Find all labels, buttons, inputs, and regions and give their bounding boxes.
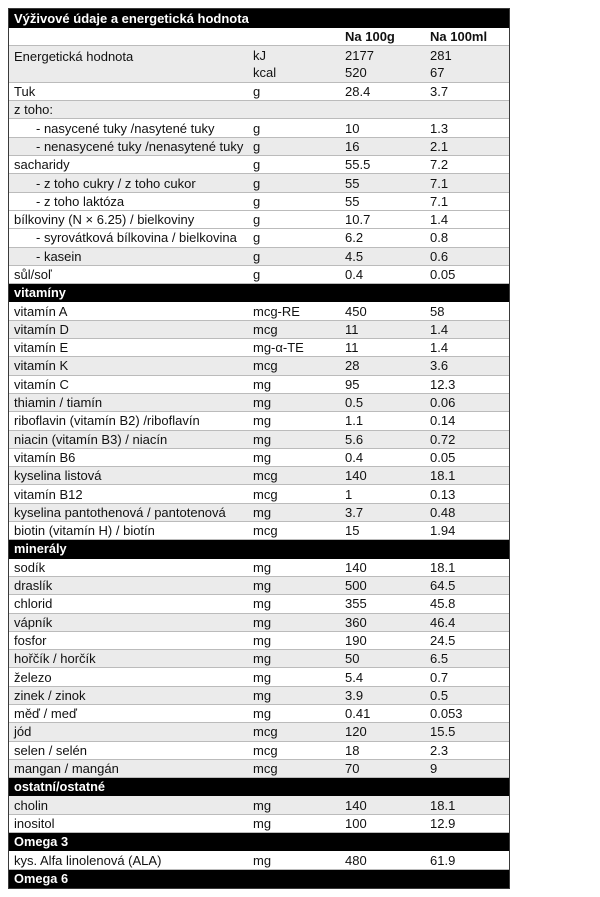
row-unit: mg-α-TE [253, 340, 304, 356]
section-header-label: minerály [14, 541, 67, 557]
table-row [9, 851, 509, 869]
row-value-100ml: 1.4 [430, 340, 449, 356]
row-unit: mg [253, 596, 272, 612]
row-value-100g: 3.7 [345, 504, 364, 520]
row-unit: kJ kcal [253, 48, 277, 81]
row-value-100ml: 45.8 [430, 596, 456, 612]
table-row [9, 687, 509, 705]
row-value-100g: 120 [345, 724, 367, 740]
section-header-bar [9, 540, 509, 558]
row-value-100g: 95 [345, 376, 360, 392]
section-header-bar [9, 778, 509, 796]
row-value-100ml: 0.48 [430, 504, 456, 520]
row-value-100g: 0.5 [345, 395, 364, 411]
row-unit: mcg [253, 523, 278, 539]
table-row [9, 156, 509, 174]
row-unit: g [253, 212, 261, 228]
row-value-100ml: 1.94 [430, 523, 456, 539]
table-row [9, 138, 509, 156]
row-value-100g: 100 [345, 815, 367, 831]
row-unit: mcg [253, 486, 278, 502]
table-row [9, 815, 509, 833]
row-value-100g: 50 [345, 651, 360, 667]
table-row [9, 119, 509, 137]
table-row [9, 723, 509, 741]
table-row [9, 302, 509, 320]
table-row [9, 632, 509, 650]
row-unit: mcg [253, 742, 278, 758]
section-header-label: ostatní/ostatné [14, 779, 106, 795]
row-value-100g: 5.4 [345, 669, 364, 685]
row-value-100g: 4.5 [345, 248, 364, 264]
row-unit: mg [253, 395, 272, 411]
row-label: vitamín E [14, 340, 69, 356]
row-label: vápník [14, 614, 53, 630]
row-value-100ml: 0.7 [430, 669, 449, 685]
row-value-100g: 28.4 [345, 84, 371, 100]
table-row [9, 174, 509, 192]
column-header-100g: Na 100g [345, 29, 395, 45]
row-unit: mcg [253, 724, 278, 740]
row-label: selen / selén [14, 742, 87, 758]
row-value-100g: 1.1 [345, 413, 364, 429]
row-label: niacin (vitamín B3) / niacín [14, 431, 168, 447]
row-value-100g: 55 [345, 193, 360, 209]
table-row [9, 467, 509, 485]
row-value-100ml: 3.6 [430, 358, 449, 374]
table-row [9, 193, 509, 211]
row-value-100ml: 0.06 [430, 395, 456, 411]
row-label: zinek / zinok [14, 687, 86, 703]
row-label: vitamín K [14, 358, 69, 374]
table-row [9, 229, 509, 247]
row-unit: g [253, 267, 261, 282]
row-label: - z toho cukry / z toho cukor [36, 175, 196, 191]
row-unit: g [253, 84, 261, 100]
row-value-100g: 2177 520 [345, 48, 374, 81]
column-header-100ml: Na 100ml [430, 29, 488, 45]
table-row [9, 449, 509, 467]
row-value-100g: 1 [345, 486, 353, 502]
row-value-100ml: 12.9 [430, 815, 456, 831]
table-row [9, 705, 509, 723]
row-value-100ml: 18.1 [430, 559, 456, 575]
table-row [9, 211, 509, 229]
section-header-bar [9, 284, 509, 302]
row-value-100g: 140 [345, 559, 367, 575]
row-value-100ml: 2.3 [430, 742, 449, 758]
row-label: Tuk [14, 84, 36, 100]
row-value-100ml: 18.1 [430, 797, 456, 813]
table-row [9, 248, 509, 266]
table-row [9, 559, 509, 577]
table-row [9, 760, 509, 778]
row-value-100ml: 64.5 [430, 578, 456, 594]
row-value-100g: 360 [345, 614, 367, 630]
row-unit: mg [253, 852, 272, 868]
row-unit: mcg [253, 358, 278, 374]
row-value-100ml: 1.4 [430, 212, 449, 228]
row-value-100ml: 15.5 [430, 724, 456, 740]
row-label: z toho: [14, 102, 54, 118]
table-row [9, 101, 509, 119]
row-unit [253, 101, 345, 118]
row-unit: mg [253, 815, 272, 831]
row-unit: mg [253, 687, 272, 703]
row-unit: mcg [253, 468, 278, 484]
row-label: mangan / mangán [14, 761, 119, 777]
table-row [9, 321, 509, 339]
row-label: vitamín B6 [14, 449, 76, 465]
row-value-100g: 5.6 [345, 431, 364, 447]
row-value-100ml: 1.3 [430, 120, 449, 136]
row-value-100ml: 7.1 [430, 175, 449, 191]
row-value-100ml: 0.05 [430, 449, 456, 465]
row-value-100g: 16 [345, 138, 360, 154]
row-unit: mg [253, 504, 272, 520]
row-unit: mg [253, 632, 272, 648]
row-label: fosfor [14, 632, 47, 648]
row-label: vitamín D [14, 321, 69, 337]
row-label: - z toho laktóza [36, 193, 125, 209]
table-row [9, 394, 509, 412]
row-unit: mcg [253, 321, 278, 337]
nutrition-table [8, 8, 510, 889]
row-label: thiamin / tiamín [14, 395, 103, 411]
row-label: - syrovátková bílkovina / bielkovina [36, 230, 237, 246]
row-unit: mg [253, 413, 272, 429]
row-label: vitamín B12 [14, 486, 83, 502]
row-unit: g [253, 138, 261, 154]
table-row [9, 357, 509, 375]
row-label: chlorid [14, 596, 53, 612]
row-unit: mcg-RE [253, 303, 300, 319]
section-header-bar [9, 870, 509, 888]
row-value-100g: 0.4 [345, 267, 364, 282]
row-label: vitamín A [14, 303, 68, 319]
row-unit: mg [253, 651, 272, 667]
row-label: Energetická hodnota [14, 48, 134, 64]
row-label: kyselina listová [14, 468, 102, 484]
row-unit: mg [253, 376, 272, 392]
row-unit: g [253, 193, 261, 209]
table-row [9, 339, 509, 357]
row-unit: mg [253, 614, 272, 630]
table-row [9, 46, 509, 83]
row-value-100g: 28 [345, 358, 360, 374]
row-unit: mg [253, 431, 272, 447]
row-unit: mg [253, 669, 272, 685]
section-header-label: Omega 6 [14, 870, 69, 886]
row-value-100ml: 7.1 [430, 193, 449, 209]
row-label: kys. Alfa linolenová (ALA) [14, 852, 162, 868]
table-row [9, 485, 509, 503]
row-value-100ml: 9 [430, 761, 438, 777]
row-value-100g: 140 [345, 797, 367, 813]
section-header-bar [9, 833, 509, 851]
row-value-100g: 480 [345, 852, 367, 868]
row-value-100ml: 12.3 [430, 376, 456, 392]
row-label: kyselina pantothenová / pantotenová [14, 504, 226, 520]
table-row [9, 577, 509, 595]
row-value-100ml: 0.6 [430, 248, 449, 264]
row-label: sůl/soľ [14, 267, 52, 282]
row-value-100g: 450 [345, 303, 367, 319]
row-value-100ml: 46.4 [430, 614, 456, 630]
row-value-100g: 15 [345, 523, 360, 539]
row-value-100g: 10 [345, 120, 360, 136]
table-row [9, 614, 509, 632]
row-value-100ml: 0.05 [430, 267, 456, 282]
table-row [9, 742, 509, 760]
row-value-100g: 18 [345, 742, 360, 758]
row-unit: mg [253, 559, 272, 575]
row-value-100ml: 2.1 [430, 138, 449, 154]
row-value-100g: 55.5 [345, 157, 371, 173]
row-value-100ml: 0.72 [430, 431, 456, 447]
row-label: - nenasycené tuky /nenasytené tuky [36, 138, 244, 154]
row-label: - nasycené tuky /nasytené tuky [36, 120, 215, 136]
row-value-100g: 3.9 [345, 687, 364, 703]
row-value-100ml: 1.4 [430, 321, 449, 337]
table-row [9, 668, 509, 686]
row-value-100ml: 0.053 [430, 706, 463, 722]
row-value-100ml: 24.5 [430, 632, 456, 648]
row-value-100g: 6.2 [345, 230, 364, 246]
row-unit: mcg [253, 761, 278, 777]
row-label: vitamín C [14, 376, 69, 392]
row-value-100ml: 281 67 [430, 48, 452, 81]
row-label: bílkoviny (N × 6.25) / bielkoviny [14, 212, 195, 228]
row-value-100g: 70 [345, 761, 360, 777]
table-row [9, 412, 509, 430]
table-row [9, 266, 509, 284]
row-label: biotin (vitamín H) / biotín [14, 523, 155, 539]
row-unit: g [253, 157, 261, 173]
section-header-label: vitamíny [14, 285, 66, 301]
row-label: jód [14, 724, 32, 740]
row-unit: g [253, 175, 261, 191]
table-row [9, 796, 509, 814]
row-value-100ml: 0.5 [430, 687, 449, 703]
table-body [9, 46, 509, 888]
row-value-100g: 140 [345, 468, 367, 484]
row-value-100ml: 18.1 [430, 468, 456, 484]
row-unit: g [253, 248, 261, 264]
table-row [9, 650, 509, 668]
table-row [9, 504, 509, 522]
table-row [9, 431, 509, 449]
table-row [9, 595, 509, 613]
table-title: Výživové údaje a energetická hodnota [9, 9, 509, 28]
row-unit: g [253, 230, 261, 246]
row-unit: g [253, 120, 261, 136]
row-label: - kasein [36, 248, 82, 264]
row-label: měď / meď [14, 706, 77, 722]
column-header-row [9, 28, 509, 46]
row-label: riboflavin (vitamín B2) /riboflavín [14, 413, 200, 429]
row-value-100g: 55 [345, 175, 360, 191]
row-value-100g: 11 [345, 321, 359, 337]
row-unit: mg [253, 797, 272, 813]
table-row [9, 83, 509, 101]
row-value-100ml: 7.2 [430, 157, 449, 173]
row-label: draslík [14, 578, 53, 594]
row-value-100g: 500 [345, 578, 367, 594]
row-label: cholin [14, 797, 48, 813]
row-value-100ml [430, 101, 509, 118]
row-label: sacharidy [14, 157, 70, 173]
row-value-100ml: 3.7 [430, 84, 449, 100]
row-label: železo [14, 669, 52, 685]
row-unit: mg [253, 706, 272, 722]
row-value-100g: 0.41 [345, 706, 371, 722]
row-label: inositol [14, 815, 55, 831]
row-unit: mg [253, 449, 272, 465]
row-label: sodík [14, 559, 46, 575]
row-value-100ml: 0.14 [430, 413, 456, 429]
table-row [9, 522, 509, 540]
row-value-100g [345, 101, 430, 118]
row-value-100g: 11 [345, 340, 359, 356]
row-value-100ml: 0.13 [430, 486, 456, 502]
row-value-100ml: 0.8 [430, 230, 449, 246]
row-value-100ml: 61.9 [430, 852, 456, 868]
section-header-label: Omega 3 [14, 834, 69, 850]
row-value-100g: 10.7 [345, 212, 371, 228]
row-unit: mg [253, 578, 272, 594]
row-value-100ml: 58 [430, 303, 445, 319]
table-row [9, 376, 509, 394]
row-value-100g: 190 [345, 632, 367, 648]
row-value-100g: 0.4 [345, 449, 364, 465]
row-value-100g: 355 [345, 596, 367, 612]
row-label: hořčík / horčík [14, 651, 96, 667]
row-value-100ml: 6.5 [430, 651, 449, 667]
